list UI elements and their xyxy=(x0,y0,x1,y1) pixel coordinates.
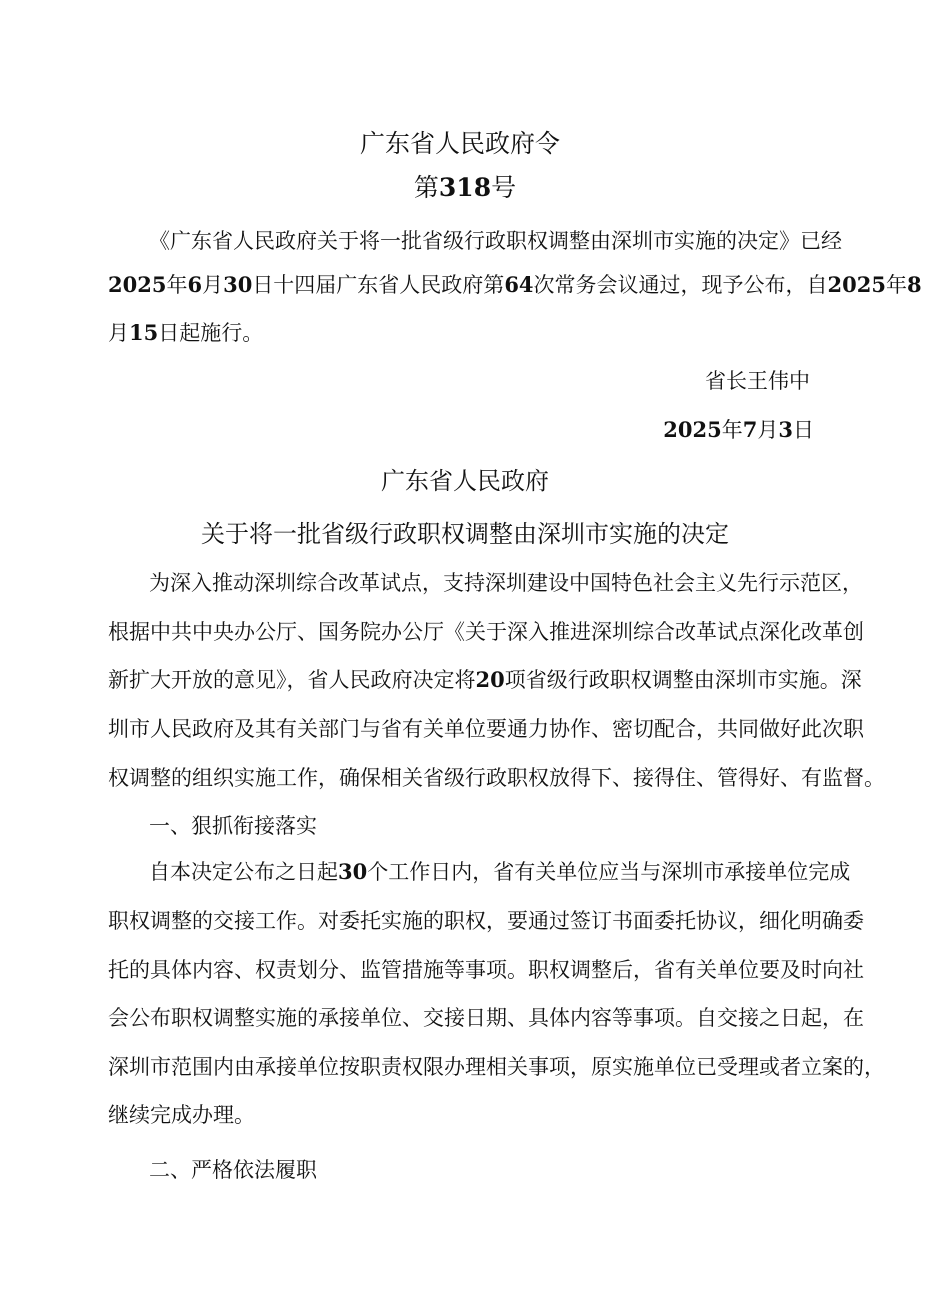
signatory: 省长王伟中 xyxy=(705,369,810,393)
order-intro-line-3: 月15日起施行。 xyxy=(108,320,264,345)
section1-line-1: 自本决定公布之日起30个工作日内，省有关单位应当与深圳市承接单位完成 xyxy=(149,859,851,884)
section1-heading: 一、狠抓衔接落实 xyxy=(149,814,317,838)
section1-line-4: 会公布职权调整实施的承接单位、交接日期、具体内容等事项。自交接之日起，在 xyxy=(108,1006,864,1030)
order-number-prefix: 第 xyxy=(413,173,439,202)
order-intro-line-1: 《广东省人民政府关于将一批省级行政职权调整由深圳市实施的决定》已经 xyxy=(149,229,842,253)
order-date: 2025年7月3日 xyxy=(663,417,814,442)
decision-title-line-2: 关于将一批省级行政职权调整由深圳市实施的决定 xyxy=(201,520,729,548)
section1-line-2: 职权调整的交接工作。对委托实施的职权，要通过签订书面委托协议，细化明确委 xyxy=(108,909,864,933)
order-title: 广东省人民政府令 xyxy=(359,129,560,158)
section1-line-3: 托的具体内容、权责划分、监管措施等事项。职权调整后，省有关单位要及时向社 xyxy=(108,958,864,982)
para1-line-2: 根据中共中央办公厅、国务院办公厅《关于深入推进深圳综合改革试点深化改革创 xyxy=(108,620,864,644)
para1-line-4: 圳市人民政府及其有关部门与省有关单位要通力协作、密切配合，共同做好此次职 xyxy=(108,717,864,741)
section1-line-6: 继续完成办理。 xyxy=(108,1103,255,1127)
para1-line-5: 权调整的组织实施工作，确保相关省级行政职权放得下、接得住、管得好、有监督。 xyxy=(108,766,885,790)
order-intro-line-2: 2025年6月30日十四届广东省人民政府第64次常务会议通过，现予公布，自2025年8 xyxy=(108,272,922,297)
order-number-value: 318 xyxy=(438,173,492,202)
order-number xyxy=(0,172,930,204)
para1-line-3: 新扩大开放的意见》，省人民政府决定将20项省级行政职权调整由深圳市实施。深 xyxy=(108,667,862,692)
order-number-suffix: 号 xyxy=(491,173,517,202)
section1-line-5: 深圳市范围内由承接单位按职责权限办理相关事项，原实施单位已受理或者立案的， xyxy=(108,1055,885,1079)
para1-line-1: 为深入推动深圳综合改革试点，支持深圳建设中国特色社会主义先行示范区， xyxy=(149,571,863,595)
section2-heading: 二、严格依法履职 xyxy=(149,1158,317,1182)
decision-title-line-1: 广东省人民政府 xyxy=(381,467,549,495)
